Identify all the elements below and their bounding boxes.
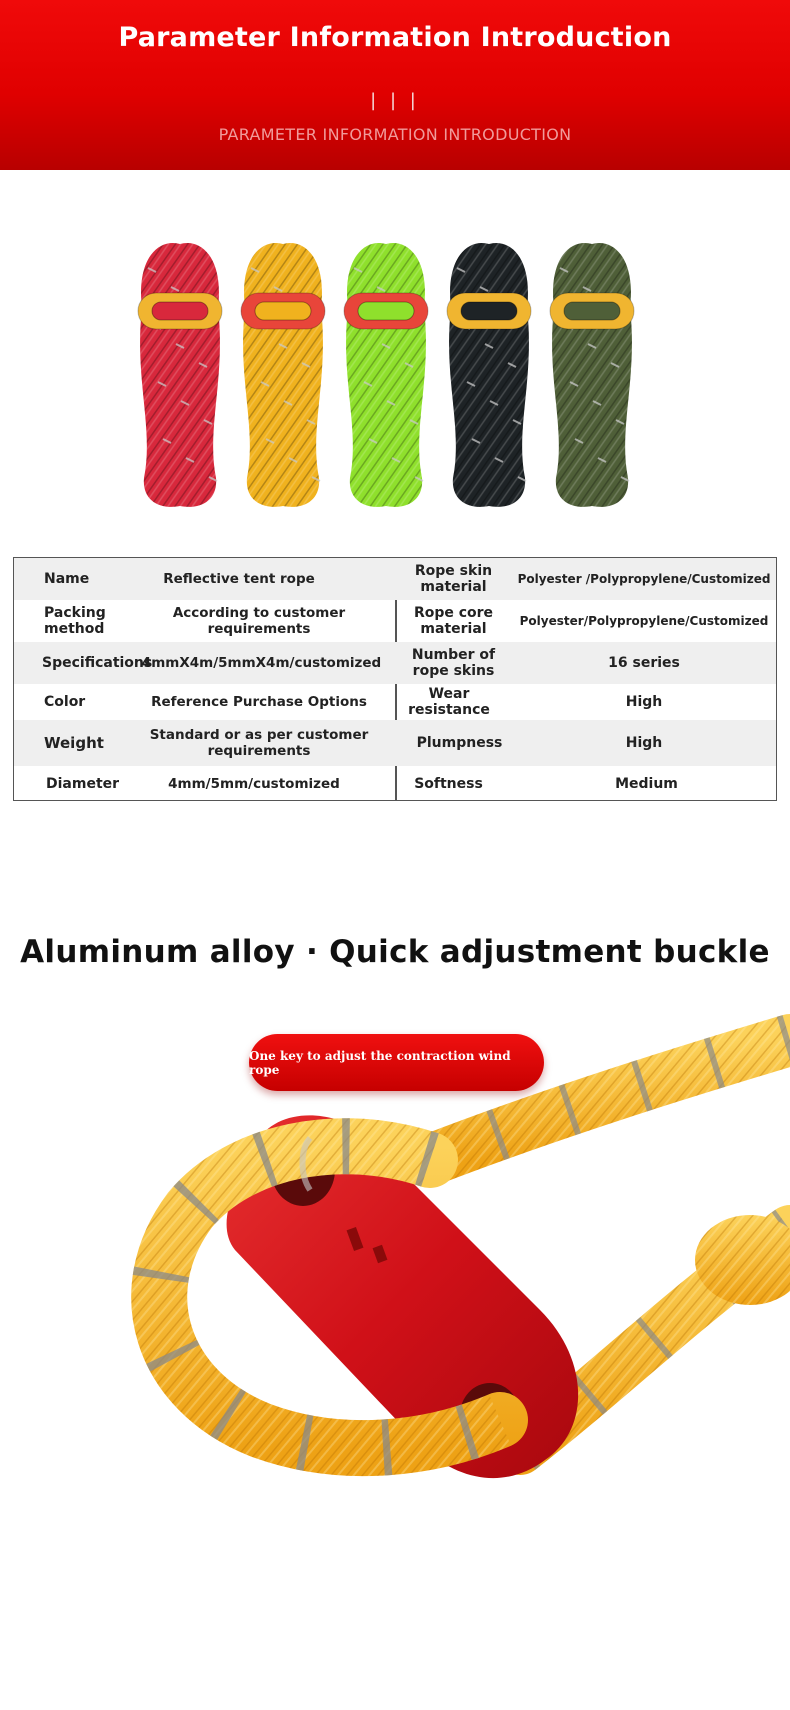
param-label: Color (44, 694, 86, 710)
param-value: High (625, 735, 663, 751)
param-value: Reflective tent rope (163, 571, 315, 587)
rope-bundle (138, 243, 222, 507)
param-value: According to customer requirements (172, 605, 346, 637)
param-value: Reference Purchase Options (151, 694, 367, 710)
param-value: Medium (615, 776, 678, 792)
header-banner (0, 0, 790, 170)
param-label: Name (44, 571, 90, 587)
param-label: Diameter (46, 776, 120, 792)
rope-bundle (447, 243, 531, 507)
feature-badge: One key to adjust the contraction wind rope (249, 1034, 544, 1091)
param-label: Plumpness (416, 735, 503, 751)
param-label: Packing method (44, 605, 106, 637)
buckle-rope-photo (0, 1010, 790, 1710)
table-row (14, 600, 777, 642)
param-label: Weight (44, 734, 104, 752)
page-subtitle: PARAMETER INFORMATION INTRODUCTION (218, 125, 572, 144)
rope-bundles-image (130, 238, 660, 513)
param-value: 4mmX4m/5mmX4m/customized (141, 655, 382, 671)
parameter-table (13, 557, 777, 801)
page-title: Parameter Information Introduction (118, 22, 672, 53)
param-value: 16 series (608, 655, 680, 671)
param-label: Softness (414, 776, 483, 792)
table-row (14, 684, 777, 720)
param-label: Specifications (42, 655, 153, 671)
param-value: 4mm/5mm/customized (168, 776, 340, 792)
param-value: High (625, 694, 663, 710)
param-value: Polyester/Polypropylene/Customized (519, 614, 769, 628)
table-row (14, 766, 777, 801)
title-divider-bars: | | | (370, 90, 420, 111)
param-label: Number of rope skins (411, 647, 496, 679)
table-row (14, 720, 777, 766)
table-row (14, 558, 777, 600)
param-value: Standard or as per customer requirements (149, 727, 369, 759)
rope-bundle (344, 243, 428, 507)
param-label: Rope core material (413, 605, 494, 637)
feature-title: Aluminum alloy · Quick adjustment buckle (20, 934, 770, 970)
param-value: Polyester /Polypropylene/Customized (517, 572, 771, 586)
rope-bundle (241, 243, 325, 507)
rope-bundle (550, 243, 634, 507)
param-label: Rope skin material (414, 563, 493, 595)
table-row (14, 642, 777, 684)
param-label: Wear resistance (408, 686, 490, 718)
